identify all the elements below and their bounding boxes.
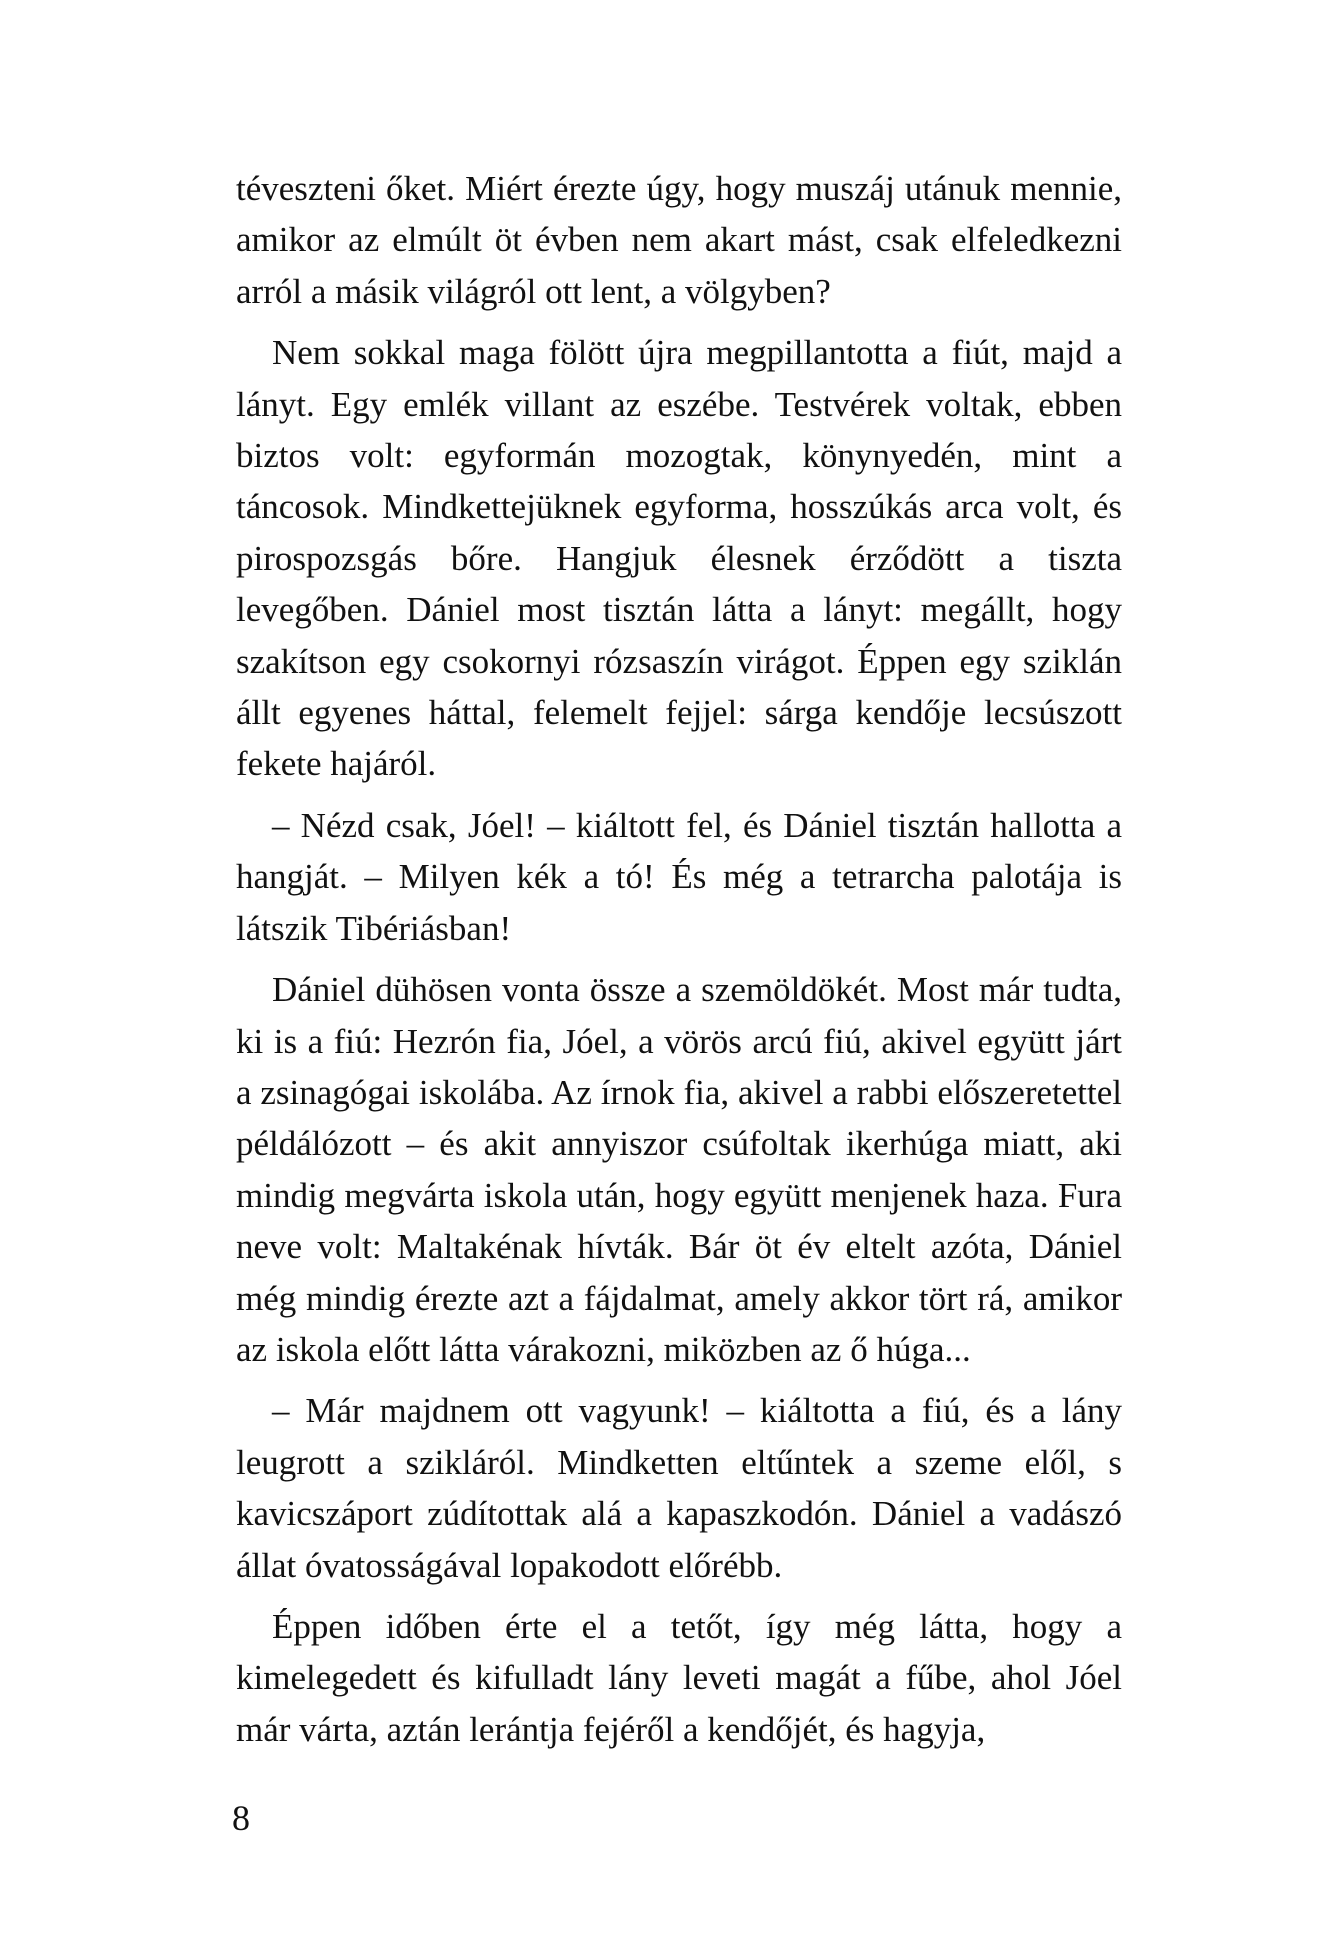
paragraph-1: téveszteni őket. Miért érezte úgy, hogy muszáj utánuk mennie, amikor az elmúlt öt évben nem akart mást, csak elfeledkezni arról a másik világról ott lent, a völgyben? [236, 169, 1122, 311]
dialogue-paragraph-1: – Nézd csak, Jóel! – kiáltott fel, és Dániel tisztán hallotta a hangját. – Milyen kék a tó! És még a tetrarcha palotája is látszik Tibériásban! [236, 805, 1122, 948]
paragraph-2: Nem sokkal maga fölött újra megpillantotta a fiút, majd a lányt. Egy emlék villant az eszébe. Testvérek voltak, ebben biztos volt: egyformán mozogtak, könynyedén, mint a táncosok. Mindkettejüknek egyforma, hosszúkás arca volt, és pirospozsgás bőre. Hangjuk élesnek érződött a tiszta levegőben. Dániel most tisztán látta a lányt: megállt, hogy szakítson egy csokornyi rózsaszín virágot. Éppen egy sziklán állt egyenes háttal, felemelt fejjel: sárga kendője lecsúszott fekete hajáról. [236, 333, 1122, 784]
dialogue-paragraph-2: – Már majdnem ott vagyunk! – kiáltotta a fiú, és a lány leugrott a szikláról. Mindketten eltűntek a szeme elől, s kavicszáport zúdítottak alá a kapaszkodón. Dániel a vadászó állat óvatosságával lopakodott előrébb. [236, 1391, 1122, 1585]
paragraph-4: Éppen időben érte el a tetőt, így még látta, hogy a kimelegedett és kifulladt lány leveti magát a fűbe, ahol Jóel már várta, aztán lerántja fejéről a kendőjét, és hagyja, [236, 1606, 1122, 1749]
paragraph-3: Dániel dühösen vonta össze a szemöldökét. Most már tudta, ki is a fiú: Hezrón fia, Jóel, a vörös arcú fiú, akivel együtt járt a zsinagógai iskolába. Az írnok fia, akivel a rabbi előszeretettel példálózott – és akit annyiszor csúfoltak ikerhúga miatt, aki mindig megvárta iskola után, hogy együtt menjenek haza. Fura neve volt: Maltakénak hívták. Bár öt év eltelt azóta, Dániel még mindig érezte azt a fájdalmat, amely akkor tört rá, amikor az iskola előtt látta várakozni, miközben az ő húga... [236, 970, 1122, 1369]
body-text [236, 163, 1122, 1765]
page-number: 8 [232, 1798, 250, 1838]
